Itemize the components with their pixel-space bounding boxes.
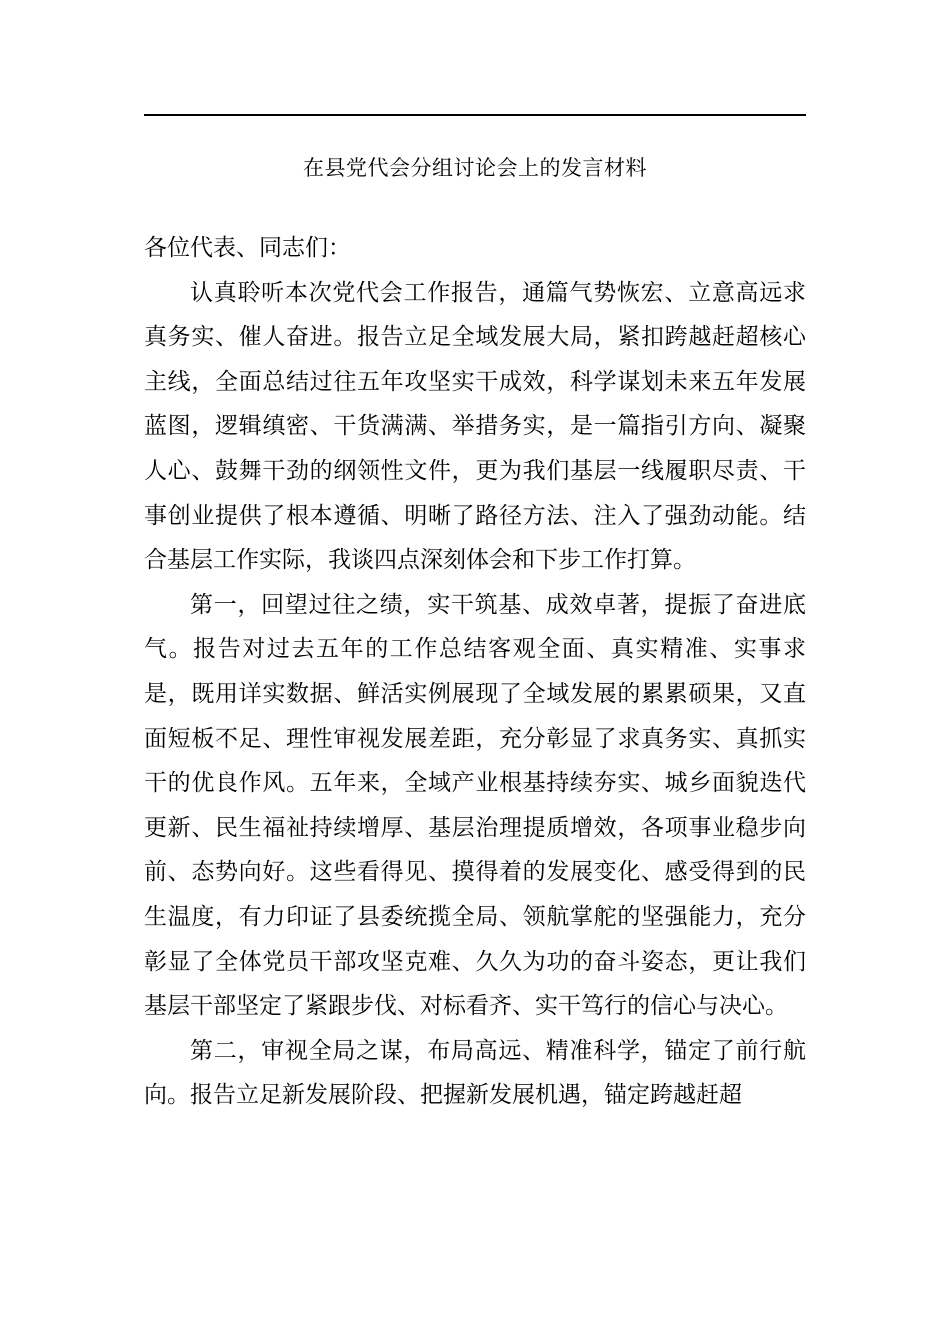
- header-rule: [144, 114, 806, 116]
- paragraph-intro: 认真聆听本次党代会工作报告，通篇气势恢宏、立意高远求真务实、催人奋进。报告立足全域发展大局，紧扣跨越赶超核心主线，全面总结过往五年攻坚实干成效，科学谋划未来五年发展蓝图，逻辑缜密、干货满满、举措务实，是一篇指引方向、凝聚人心、鼓舞干劲的纲领性文件，更为我们基层一线履职尽责、干事创业提供了根本遵循、明晰了路径方法、注入了强劲动能。结合基层工作实际，我谈四点深刻体会和下步工作打算。: [144, 279, 806, 574]
- salutation: 各位代表、同志们：: [144, 235, 351, 261]
- document-title: 在县党代会分组讨论会上的发言材料: [303, 156, 647, 180]
- paragraph-first-point: 第一，回望过往之绩，实干筑基、成效卓著，提振了奋进底气。报告对过去五年的工作总结客观全面、真实精准、实事求是，既用详实数据、鲜活实例展现了全域发展的累累硕果，又直面短板不足、理性审视发展差距，充分彰显了求真务实、真抓实干的优良作风。五年来，全域产业根基持续夯实、城乡面貌迭代更新、民生福祉持续增厚、基层治理提质增效，各项事业稳步向前、态势向好。这些看得见、摸得着的发展变化、感受得到的民生温度，有力印证了县委统揽全局、领航掌舵的坚强能力，充分彰显了全体党员干部攻坚克难、久久为功的奋斗姿态，更让我们基层干部坚定了紧跟步伐、对标看齐、实干笃行的信心与决心。: [144, 591, 806, 1020]
- paragraph-second-point: 第二，审视全局之谋，布局高远、精准科学，锚定了前行航向。报告立足新发展阶段、把握新发展机遇，锚定跨越赶超: [144, 1037, 806, 1109]
- document-body: [144, 226, 806, 1118]
